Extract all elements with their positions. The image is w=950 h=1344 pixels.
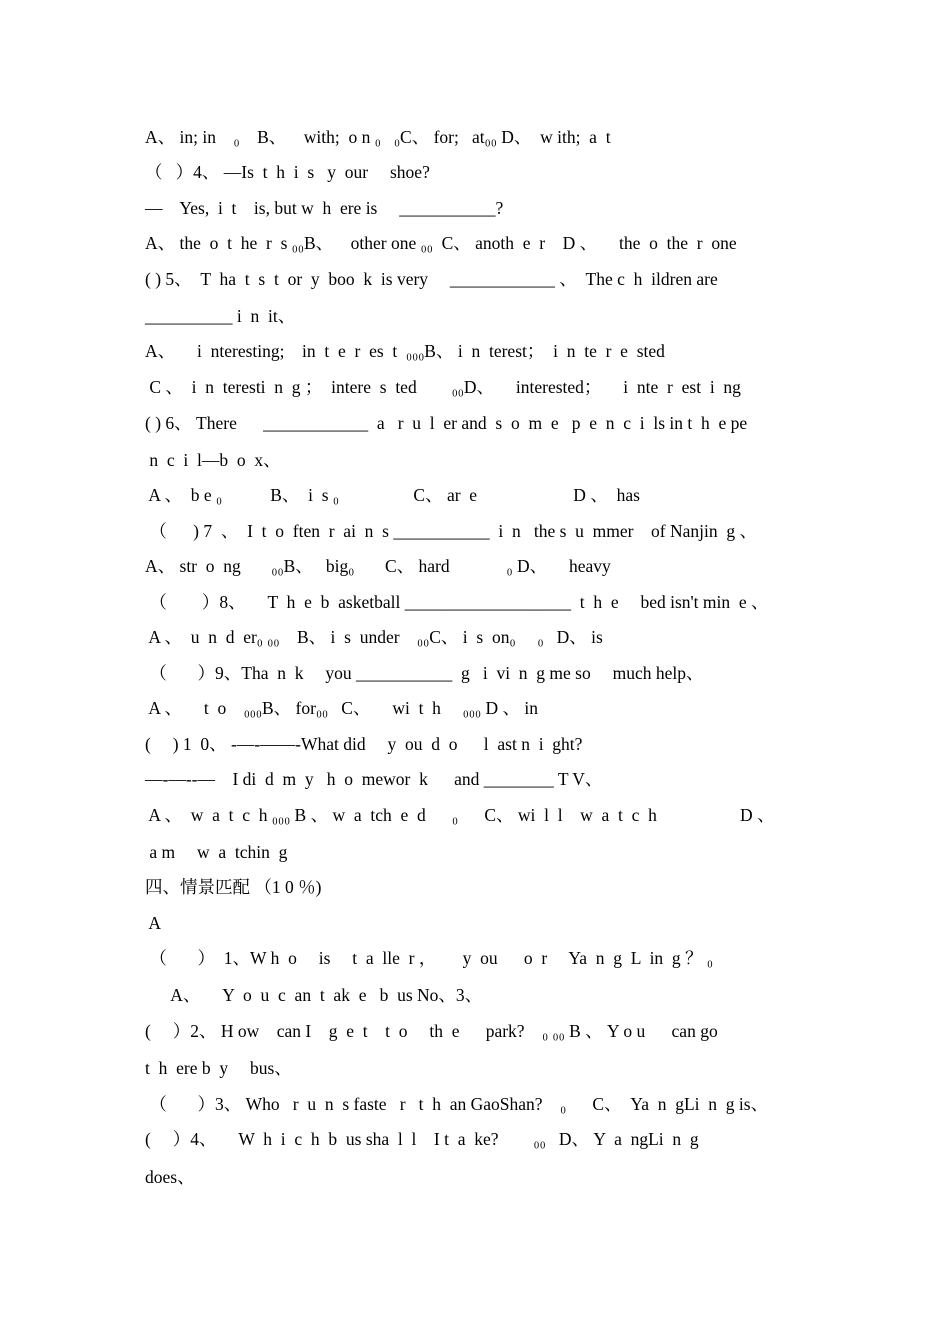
line-18: ( ) 1 0、 -—-——-What did y ou d o l ast n i ght?	[145, 734, 583, 754]
line-17: A 、 t o ₀₀₀B、 for₀₀ C、 wi t h ₀₀₀ D 、 in	[145, 698, 538, 718]
line-16: （ ）9、Tha n k you ___________ g i vi n g me so much help、	[145, 663, 704, 683]
line-23: A	[145, 913, 162, 933]
line-6: __________ i n it、	[145, 306, 296, 326]
line-13: A、 str o ng ₀₀B、 big₀ C、 hard ₀ D、 heavy	[145, 556, 611, 576]
line-12: （ ) 7 、 I t o ften r ai n s ___________ i n the s u mmer of Nanjin g 、	[145, 521, 757, 541]
line-21: a m w a tchin g	[145, 842, 288, 862]
line-26: ( ）2、 H ow can I g e t t o th e park? ₀ ₀₀ B 、 Y o u can go	[145, 1021, 718, 1041]
line-1: A、 in; in ₀ B、 with; o n ₀ ₀C、 for; at₀₀ D、 w ith; a t	[145, 127, 611, 147]
line-10: n c i l—b o x、	[145, 450, 281, 470]
line-28: （ ）3、 Who r u n s faste r t h an GaoShan? ₀ C、 Ya n gLi n g is、	[145, 1094, 769, 1114]
line-5: ( ) 5、 T ha t s t or y boo k is very ____________ 、 The c h ildren are	[145, 269, 718, 289]
line-27: t h ere b y bus、	[145, 1058, 292, 1078]
line-24: （ ） 1、W h o is t a lle r ， y ou o r Ya n g L in g ？ ₀	[145, 948, 714, 968]
line-15: A 、 u n d er₀ ₀₀ B、 i s under ₀₀C、 i s on₀ ₀ D、 is	[145, 627, 603, 647]
line-20: A 、 w a t c h ₀₀₀ B 、 w a tch e d ₀ C、 wi l l w a t c h D 、	[145, 805, 775, 825]
line-7: A、 i nteresting; in t e r es t ₀₀₀B、 i n terest； i n te r e sted	[145, 341, 665, 361]
line-8: C 、 i n teresti n g ； intere s ted ₀₀D、 interested； i nte r est i ng	[145, 377, 741, 397]
line-14: （ ）8、 T h e b asketball ___________________ t h e bed isn't min e 、	[145, 592, 769, 612]
line-25: A、 Y o u c an t ak e b us No、3、	[145, 985, 483, 1005]
line-19: —-—--— I di d m y h o mewor k and ________ T V、	[145, 769, 603, 789]
line-29: ( ）4、 W h i c h b us sha l l I t a ke? ₀₀ D、 Y a ngLi n g	[145, 1129, 699, 1149]
line-3: — Yes, i t is, but w h ere is ___________?	[145, 198, 504, 218]
line-11: A 、 b e ₀ B、 i s ₀ C、 ar e D 、 has	[145, 485, 640, 505]
line-9: ( ) 6、 There ____________ a r u l er and s o m e p e n c i ls in t h e pe	[145, 413, 748, 433]
section-heading: 四、情景匹配 （1 0 ％)	[145, 877, 322, 897]
line-30: does、	[145, 1167, 195, 1187]
line-2: （ ）4、 —Is t h i s y our shoe?	[145, 162, 430, 182]
line-4: A、 the o t he r s ₀₀B、 other one ₀₀ C、 anoth e r D 、 the o the r one	[145, 233, 737, 253]
